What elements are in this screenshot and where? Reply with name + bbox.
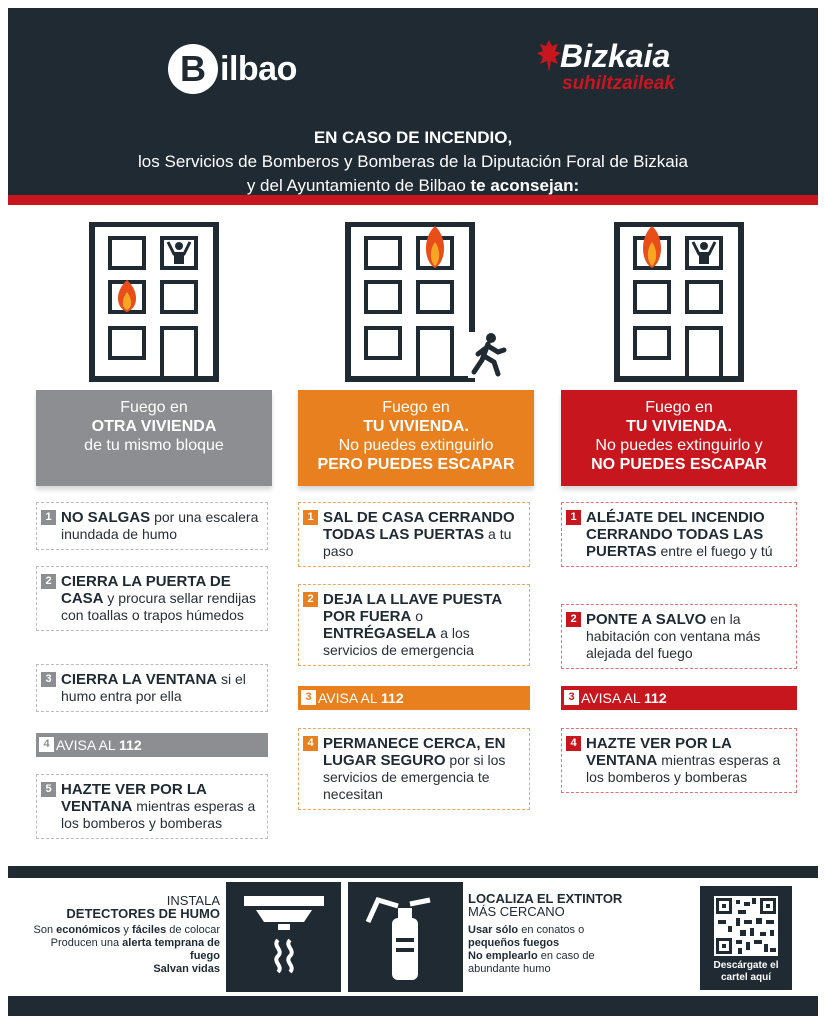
step-bold: HAZTE VER POR LA VENTANA [61, 781, 207, 815]
column-other-dwelling [36, 222, 272, 486]
step-text: si el humo entra por ella [61, 671, 246, 704]
step-2 [36, 566, 268, 631]
step-text: por si los servicios de emergencia te necesitan [323, 752, 506, 802]
smoke-detector-line-1 [30, 924, 220, 937]
column-own-dwelling-escape [298, 222, 534, 486]
step-bold: ENTRÉGASELA [323, 625, 437, 642]
step-number: 4 [566, 736, 581, 751]
smoke-detector-line-2 [30, 937, 220, 963]
building-fire-escape-icon [298, 222, 534, 382]
banner-line: NO PUEDES ESCAPAR [591, 456, 767, 473]
step-bold: NO SALGAS [61, 509, 151, 526]
step-bold: CIERRA LA PUERTA DE CASA [61, 573, 231, 607]
banner-line: PERO PUEDES ESCAPAR [317, 456, 515, 473]
text-bold: económicos [56, 924, 121, 936]
step-number: 3 [301, 690, 316, 705]
step-bold: PERMANECE CERCA, EN LUGAR SEGURO [323, 735, 506, 769]
banner-line: de tu mismo bloque [84, 437, 224, 454]
step-3-call-112 [561, 686, 797, 710]
step-bold: CIERRA LA VENTANA [61, 671, 218, 688]
qr-download[interactable] [700, 886, 792, 990]
smoke-detector-line-3 [30, 963, 220, 976]
banner-line: Fuego en [382, 399, 450, 416]
situation-banner [36, 390, 272, 486]
smoke-detector-info [30, 894, 220, 976]
building-fire-other-floor-icon [36, 222, 272, 382]
building-illustration [36, 222, 272, 382]
bar-text: AVISA AL [56, 737, 120, 753]
text: y [120, 924, 132, 936]
bizkaia-logo-sub: suhiltzaileak [562, 73, 675, 94]
extinguisher-line-1b [468, 937, 638, 950]
step-text: mientras esperas a los bomberos y bomberas [586, 752, 781, 785]
extinguisher-line-1 [468, 924, 638, 937]
smoke-detector-title-2: DETECTORES DE HUMO [66, 906, 220, 921]
step-number: 5 [41, 782, 56, 797]
banner-line: Fuego en [120, 399, 188, 416]
bilbao-logo [168, 44, 297, 94]
bar-text: AVISA AL [581, 690, 645, 706]
title-line-2: los Servicios de Bomberos y Bomberas de la Diputación Foral de Bizkaia [138, 152, 688, 171]
text: de colocar [166, 924, 220, 936]
step-4 [298, 728, 530, 810]
step-bold: DEJA LA LLAVE PUESTA POR FUERA [323, 591, 502, 625]
smoke-detector-icon [226, 882, 341, 992]
smoke-detector-icon-box [226, 882, 341, 992]
bilbao-logo-mark: B [168, 44, 218, 94]
banner-line: OTRA VIVIENDA [91, 418, 217, 435]
page-title [8, 126, 818, 198]
step-number: 2 [41, 574, 56, 589]
step-number: 1 [303, 510, 318, 525]
extinguisher-info [468, 892, 638, 976]
step-bold: PONTE A SALVO [586, 611, 707, 628]
step-text: entre el fuego y tú [656, 543, 773, 559]
smoke-detector-title-1: INSTALA [166, 893, 220, 908]
text: en conatos o [518, 924, 585, 936]
bizkaia-logo-word: Bizkaia [560, 38, 671, 74]
step-text: o [411, 608, 424, 624]
step-number: 2 [303, 592, 318, 607]
step-2 [298, 584, 530, 666]
title-line-3-bold: te aconsejan: [470, 176, 580, 195]
bar-number: 112 [119, 737, 142, 753]
fire-extinguisher-icon [348, 882, 463, 992]
step-number: 3 [41, 672, 56, 687]
extinguisher-title-1: LOCALIZA EL EXTINTOR [468, 891, 623, 906]
step-text: a tu paso [323, 526, 512, 559]
step-text: a los servicios de emergencia [323, 625, 474, 658]
step-bold: SAL DE CASA CERRANDO TODAS LAS PUERTAS [323, 509, 515, 543]
text: Son [33, 924, 57, 936]
building-illustration [561, 222, 797, 382]
building-fire-trapped-icon [561, 222, 797, 382]
step-bold: ALÉJATE DEL INCENDIO CERRANDO TODAS LAS PUERTAS [586, 509, 765, 560]
step-3-call-112 [298, 686, 530, 710]
step-1 [36, 502, 268, 550]
step-2 [561, 604, 797, 669]
header [8, 8, 818, 195]
text-bold: fáciles [131, 924, 167, 936]
banner-line: TU VIVIENDA. [363, 418, 469, 435]
step-text: por una escalera inundada de humo [61, 509, 259, 542]
fire-extinguisher-icon-box [348, 882, 463, 992]
title-line-3-text: y del Ayuntamiento de Bilbao [246, 176, 471, 195]
step-text: en la habitación con ventana más alejada del fuego [586, 611, 761, 661]
step-number: 3 [564, 690, 579, 705]
step-number: 2 [566, 612, 581, 627]
step-4 [561, 728, 797, 793]
qr-code-icon [714, 896, 778, 956]
banner-line: No puedes extinguirlo y [595, 437, 763, 454]
title-line-1: EN CASO DE INCENDIO, [313, 128, 513, 147]
text-bold: Usar sólo [468, 924, 519, 936]
building-illustration [298, 222, 534, 382]
bottom-bar [8, 996, 818, 1016]
step-4-call-112 [36, 733, 268, 757]
header-red-stripe [8, 195, 818, 205]
step-number: 1 [41, 510, 56, 525]
bizkaia-logo [536, 38, 675, 95]
step-1 [561, 502, 797, 567]
banner-line: No puedes extinguirlo [338, 437, 494, 454]
text-bold: alerta temprana de fuego [122, 937, 220, 962]
bar-number: 112 [381, 690, 404, 706]
step-bold: HAZTE VER POR LA VENTANA [586, 735, 732, 769]
bar-number: 112 [644, 690, 667, 706]
column-own-dwelling-trapped [561, 222, 797, 486]
step-number: 4 [303, 736, 318, 751]
bilbao-logo-word: ilbao [220, 49, 297, 88]
text: Producen una [50, 937, 123, 949]
text: en caso de abundante humo [468, 950, 595, 975]
qr-code[interactable] [714, 896, 778, 956]
text-bold: No emplearlo [468, 950, 538, 962]
step-number: 4 [39, 737, 54, 752]
step-text: y procura sellar rendijas con toallas o trapos húmedos [61, 590, 257, 623]
step-text: mientras esperas a los bomberos y bomberas [61, 798, 256, 831]
footer [8, 866, 818, 994]
text-bold: Salvan vidas [153, 963, 220, 975]
extinguisher-line-2 [468, 950, 638, 976]
step-3 [36, 664, 268, 712]
situation-banner [298, 390, 534, 486]
situation-banner [561, 390, 797, 486]
bizkaia-leaf-icon [536, 38, 562, 74]
step-1 [298, 502, 530, 567]
banner-line: Fuego en [645, 399, 713, 416]
bar-text: AVISA AL [318, 690, 382, 706]
qr-label: Descárgate el cartel aquí [713, 960, 779, 983]
text-bold: pequeños fuegos [468, 937, 560, 949]
step-5 [36, 774, 268, 839]
banner-line: TU VIVIENDA. [626, 418, 732, 435]
step-number: 1 [566, 510, 581, 525]
extinguisher-title-2: MÁS CERCANO [468, 904, 565, 919]
